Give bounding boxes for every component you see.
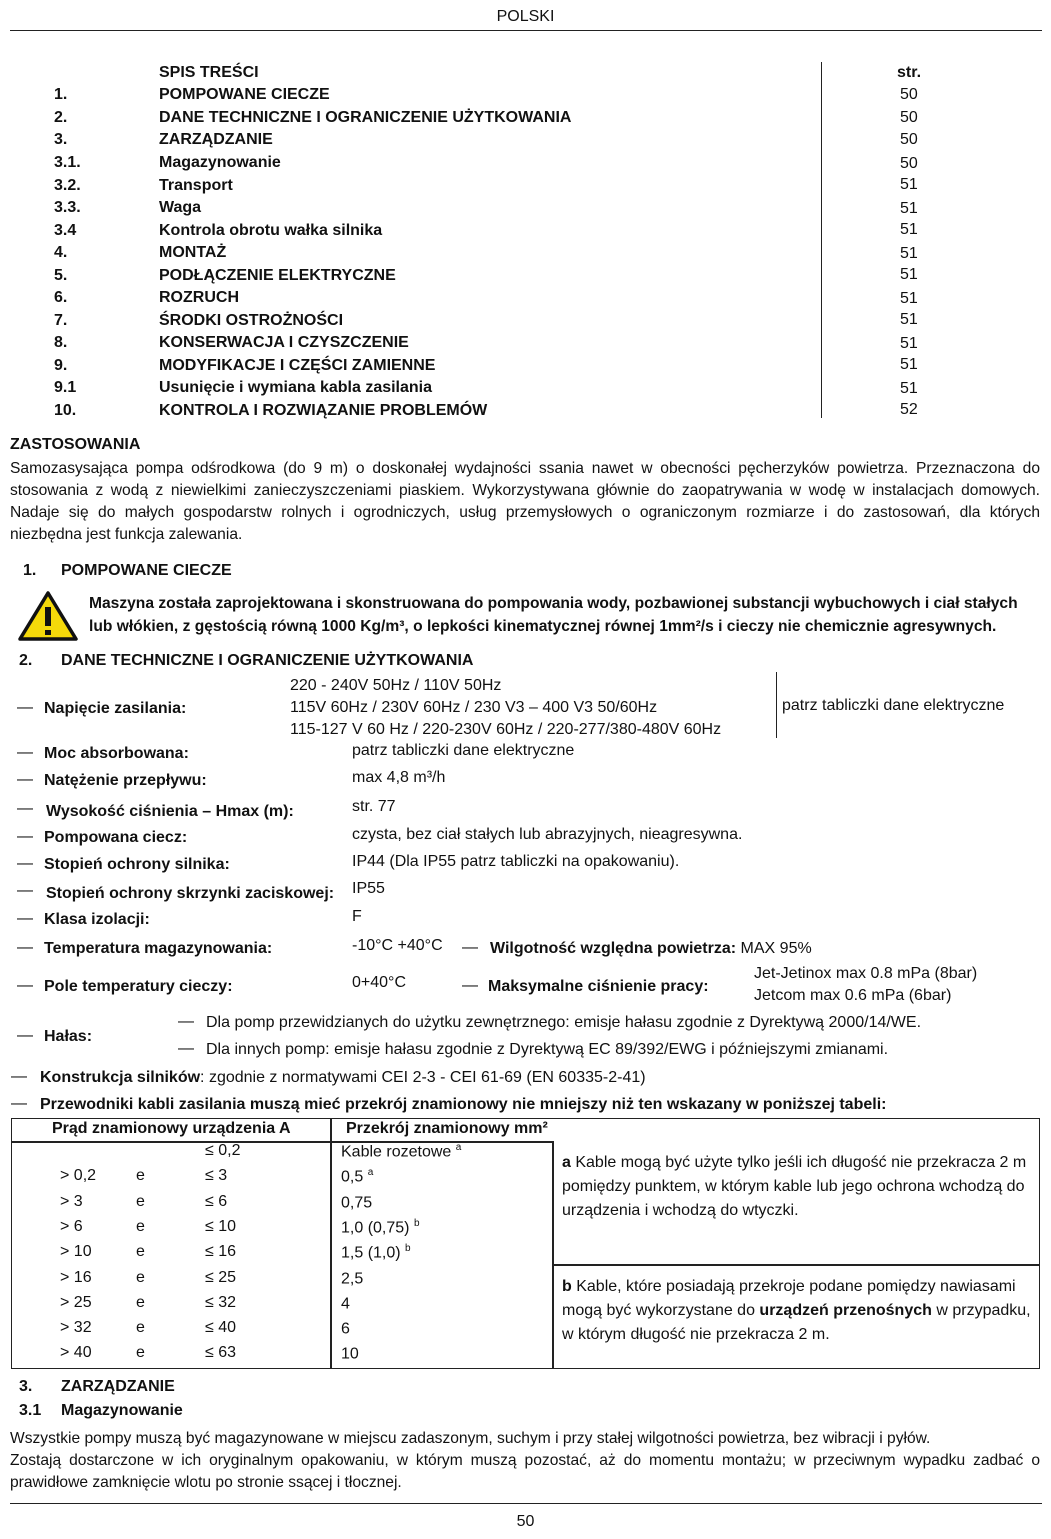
toc-item bbox=[0, 312, 1051, 334]
toc-item-number: 3.1. bbox=[54, 154, 81, 171]
bullet-dash: — bbox=[17, 744, 33, 761]
toc-item-title: MODYFIKACJE I CZĘŚCI ZAMIENNE bbox=[159, 357, 436, 374]
section3-number: 3. bbox=[19, 1378, 33, 1395]
section2-number: 2. bbox=[19, 652, 33, 669]
bullet-dash: — bbox=[462, 977, 478, 994]
toc-item-number: 2. bbox=[54, 109, 68, 126]
toc-item bbox=[0, 244, 1051, 266]
liquid-temp-value: 0+40°C bbox=[352, 974, 406, 991]
toc-item-title: ZARZĄDZANIE bbox=[159, 131, 273, 148]
text-line: Zostają dostarczone w ich oryginalnym opakowaniu, w którym muszą pozostać, aż do momentu montażu; w przeciwnym wypadku zadbać o bbox=[10, 1452, 1040, 1469]
cross-section bbox=[341, 1218, 420, 1237]
text-line: urządzenia i wchodzą do wtyczki. bbox=[562, 1202, 799, 1219]
cross-section bbox=[341, 1193, 372, 1212]
toc-item-title: MONTAŻ bbox=[159, 244, 227, 261]
warning-triangle-icon bbox=[17, 590, 79, 642]
toc-item-title: POMPOWANE CIECZE bbox=[159, 86, 330, 103]
toc-item-title: KONSERWACJA I CZYSZCZENIE bbox=[159, 334, 409, 351]
footnote-mark: a bbox=[367, 1167, 374, 1179]
toc-item-number: 9. bbox=[54, 357, 68, 374]
text-line: Kable, które posiadają przekroje podane pomiędzy nawiasami bbox=[571, 1278, 1016, 1295]
current-from: > 32 bbox=[60, 1319, 92, 1337]
bullet-dash: — bbox=[17, 977, 33, 994]
toc-item-number: 6. bbox=[54, 289, 68, 306]
toc-item-title: Usunięcie i wymiana kabla zasilania bbox=[159, 379, 433, 396]
current-from: > 6 bbox=[60, 1217, 83, 1235]
header-rule bbox=[10, 30, 1042, 31]
toc-item bbox=[0, 379, 1051, 401]
spec-value: max 4,8 m³/h bbox=[352, 769, 446, 786]
current-from: > 40 bbox=[60, 1344, 92, 1362]
spec-value: F bbox=[352, 908, 362, 925]
section3-title: ZARZĄDZANIE bbox=[61, 1378, 175, 1395]
text-line: 220 - 240V 50Hz / 110V 50Hz bbox=[290, 677, 502, 694]
text-line: Kable mogą być użyte tylko jeśli ich długość nie przekracza 2 m bbox=[570, 1154, 1027, 1171]
bullet-dash: — bbox=[17, 939, 33, 956]
toc-item-page: 50 bbox=[900, 86, 918, 103]
section1-warning-text bbox=[89, 592, 1018, 638]
text-line: 115V 60Hz / 230V 60Hz / 230 V3 – 400 V3 50/60Hz bbox=[290, 699, 658, 716]
bullet-dash: — bbox=[17, 1027, 33, 1044]
current-to: ≤ 32 bbox=[205, 1293, 237, 1311]
storage-temp-value: -10°C +40°C bbox=[352, 937, 443, 954]
toc-item-title: ROZRUCH bbox=[159, 289, 239, 306]
text-line: Samozasysająca pompa odśrodkowa (do 9 m) o doskonałej wydajności ssania nawet w obecności pęcherzyków powietrza. Przeznaczona do bbox=[10, 460, 1040, 477]
cross-section bbox=[341, 1319, 350, 1338]
toc-item-title: Transport bbox=[159, 177, 233, 194]
noise-line-1: Dla pomp przewidzianych do użytku zewnętrznego: emisje hałasu zgodnie z Dyrektywą 2000/14/WE. bbox=[206, 1014, 922, 1031]
toc-item bbox=[0, 402, 1051, 424]
cross-section bbox=[341, 1243, 411, 1262]
footnote-mark: b bbox=[413, 1217, 420, 1229]
cross-section-value: 10 bbox=[341, 1345, 359, 1363]
bullet-dash: — bbox=[17, 771, 33, 788]
toc-item bbox=[0, 177, 1051, 199]
text-line: mogą być wykorzystane do bbox=[562, 1302, 760, 1319]
toc-item-page: 51 bbox=[900, 176, 918, 193]
spec-value: IP55 bbox=[352, 880, 385, 897]
section3-1-title: Magazynowanie bbox=[61, 1402, 183, 1419]
text-line: Jetcom max 0.6 mPa (6bar) bbox=[754, 987, 952, 1004]
spec-label: Stopień ochrony skrzynki zaciskowej: bbox=[46, 885, 335, 902]
spec-value: str. 77 bbox=[352, 798, 396, 815]
current-to: ≤ 63 bbox=[205, 1344, 237, 1362]
bullet-dash: — bbox=[178, 1040, 194, 1057]
toc-item-title: ŚRODKI OSTROŻNOŚCI bbox=[159, 312, 344, 329]
text-line: 115-127 V 60 Hz / 220-230V 60Hz / 220-277/380-480V 60Hz bbox=[290, 721, 722, 738]
applications-text bbox=[10, 458, 1040, 546]
cables-requirement: Przewodniki kabli zasilania muszą mieć przekrój znamionowy nie mniejszy niż ten wskazany w poniższej tabeli: bbox=[40, 1096, 887, 1113]
toc-item-number: 10. bbox=[54, 402, 77, 419]
bullet-dash: — bbox=[17, 800, 33, 817]
text-line: w przypadku, bbox=[931, 1302, 1031, 1319]
note-mark-a: a bbox=[562, 1154, 571, 1171]
cross-section bbox=[341, 1344, 359, 1363]
cross-section-value: 1,5 (1,0) bbox=[341, 1244, 401, 1262]
table-column-rule bbox=[552, 1141, 554, 1368]
section1-number: 1. bbox=[23, 562, 37, 579]
toc-heading: SPIS TREŚCI bbox=[159, 64, 259, 81]
footnote-mark: b bbox=[405, 1243, 411, 1255]
page-number: 50 bbox=[516, 1513, 535, 1530]
cross-section-value: Kable rozetowe bbox=[341, 1143, 452, 1161]
toc-item-title: Magazynowanie bbox=[159, 154, 281, 171]
footer-rule bbox=[10, 1503, 1042, 1504]
toc-item bbox=[0, 131, 1051, 153]
current-from: > 0,2 bbox=[60, 1167, 97, 1185]
toc-item-number: 1. bbox=[54, 86, 68, 103]
toc-item-page: 51 bbox=[900, 200, 918, 217]
bullet-dash: — bbox=[17, 828, 33, 845]
section2-title: DANE TECHNICZNE I OGRANICZENIE UŻYTKOWANIA bbox=[61, 652, 474, 669]
note-mark-b: b bbox=[562, 1278, 572, 1295]
current-to: ≤ 3 bbox=[205, 1167, 228, 1185]
toc-item-number: 8. bbox=[54, 334, 68, 351]
current-from: > 16 bbox=[60, 1268, 92, 1286]
toc-item-number: 3.2. bbox=[54, 177, 81, 194]
table-header-section: Przekrój znamionowy mm² bbox=[346, 1120, 548, 1137]
applications-heading: ZASTOSOWANIA bbox=[10, 436, 141, 453]
current-from: > 25 bbox=[60, 1293, 92, 1311]
range-separator: e bbox=[136, 1217, 145, 1235]
storage-text bbox=[10, 1428, 1040, 1494]
spec-label: Natężenie przepływu: bbox=[44, 772, 207, 789]
table-note-a bbox=[562, 1151, 1026, 1223]
current-to: ≤ 25 bbox=[205, 1268, 237, 1286]
bullet-dash: — bbox=[17, 855, 33, 872]
spec-label: Stopień ochrony silnika: bbox=[44, 856, 230, 873]
toc-page-heading: str. bbox=[897, 64, 922, 81]
toc-item-page: 50 bbox=[900, 109, 918, 126]
toc-item-page: 51 bbox=[900, 311, 918, 328]
spec-value: IP44 (Dla IP55 patrz tabliczki na opakowaniu). bbox=[352, 853, 680, 870]
toc-item bbox=[0, 86, 1051, 108]
toc-item bbox=[0, 334, 1051, 356]
range-separator: e bbox=[136, 1344, 145, 1362]
bullet-dash: — bbox=[17, 910, 33, 927]
toc-item-title: PODŁĄCZENIE ELEKTRYCZNE bbox=[159, 267, 396, 284]
page-header-language: POLSKI bbox=[496, 8, 555, 25]
table-header-rule bbox=[12, 1141, 553, 1143]
text-line: prawidłowe zamknięcie wlotu po stronie ssącej i tłocznej. bbox=[10, 1474, 402, 1491]
toc-item bbox=[0, 222, 1051, 244]
spec-label: Wysokość ciśnienia – Hmax (m): bbox=[46, 803, 294, 820]
cross-section-value: 0,75 bbox=[341, 1193, 373, 1211]
toc-item-title: KONTROLA I ROZWIĄZANIE PROBLEMÓW bbox=[159, 402, 488, 419]
text-line: niezbędna jest funkcja zalewania. bbox=[10, 526, 243, 543]
current-to: ≤ 0,2 bbox=[205, 1142, 241, 1159]
humidity-row bbox=[490, 940, 812, 958]
voltage-divider bbox=[776, 672, 777, 738]
text-line: stosowania z wodą z niewielkimi zanieczyszczeniami piaskiem. Wykorzystywana głównie do zaopatrywania w wodę w instalacjach domowych. bbox=[10, 482, 1040, 499]
range-separator: e bbox=[136, 1167, 145, 1185]
bullet-dash: — bbox=[11, 1068, 27, 1085]
spec-value: czysta, bez ciał stałych lub abrazyjnych, nieagresywna. bbox=[352, 826, 743, 843]
max-pressure-label: Maksymalne ciśnienie pracy: bbox=[488, 978, 709, 995]
toc-item-page: 51 bbox=[900, 335, 918, 352]
toc-item-number: 4. bbox=[54, 244, 68, 261]
range-separator: e bbox=[136, 1268, 145, 1286]
table-column-rule bbox=[330, 1119, 332, 1368]
current-to: ≤ 40 bbox=[205, 1319, 237, 1337]
range-separator: e bbox=[136, 1319, 145, 1337]
motor-construction bbox=[40, 1069, 646, 1087]
toc-item bbox=[0, 199, 1051, 221]
text-line: Wszystkie pompy muszą być magazynowane w miejscu zadaszonym, suchym i przy stałej wilgotności powietrza, bez wibracji i pyłów. bbox=[10, 1430, 931, 1447]
current-to: ≤ 16 bbox=[205, 1243, 237, 1261]
current-from: > 3 bbox=[60, 1192, 83, 1210]
bullet-dash: — bbox=[17, 882, 33, 899]
toc-item-number: 9.1 bbox=[54, 379, 77, 396]
toc-item-page: 51 bbox=[900, 245, 918, 262]
noise-label: Hałas: bbox=[44, 1028, 93, 1045]
cross-section-value: 0,5 bbox=[341, 1168, 364, 1186]
toc-item-number: 3. bbox=[54, 131, 68, 148]
toc-item-page: 51 bbox=[900, 290, 918, 307]
toc-item-number: 3.3. bbox=[54, 199, 81, 216]
cross-section-value: 4 bbox=[341, 1295, 350, 1313]
text-line: Maszyna została zaprojektowana i skonstruowana do pompowania wody, pozbawionej substancji wybuchowych i ciał stałych bbox=[89, 595, 1018, 612]
toc-item bbox=[0, 109, 1051, 131]
toc-item-title: Waga bbox=[159, 199, 202, 216]
toc-item-number: 7. bbox=[54, 312, 68, 329]
cross-section bbox=[341, 1167, 373, 1186]
spec-label: Pompowana ciecz: bbox=[44, 829, 188, 846]
table-note-rule bbox=[552, 1264, 1040, 1266]
range-separator: e bbox=[136, 1243, 145, 1261]
bullet-dash: — bbox=[17, 699, 33, 716]
text-line-bold: urządzeń przenośnych bbox=[759, 1302, 932, 1319]
toc-item-page: 52 bbox=[900, 401, 918, 418]
range-separator: e bbox=[136, 1192, 145, 1210]
toc-item bbox=[0, 357, 1051, 379]
bullet-dash: — bbox=[11, 1095, 27, 1112]
cross-section bbox=[341, 1294, 350, 1313]
liquid-temp-label: Pole temperatury cieczy: bbox=[44, 978, 233, 995]
toc-divider bbox=[821, 62, 822, 418]
text-line: w którym długość nie przekracza 2 m. bbox=[562, 1326, 830, 1343]
toc-item-number: 3.4 bbox=[54, 222, 77, 239]
motor-value: : zgodnie z normatywami CEI 2-3 - CEI 61-69 (EN 60335-2-41) bbox=[200, 1069, 646, 1086]
current-to: ≤ 10 bbox=[205, 1217, 237, 1235]
cross-section-value: 2,5 bbox=[341, 1269, 364, 1287]
cross-section-value: 6 bbox=[341, 1320, 350, 1338]
toc-item-title: Kontrola obrotu wałka silnika bbox=[159, 222, 383, 239]
range-separator: e bbox=[136, 1293, 145, 1311]
toc-item-title: DANE TECHNICZNE I OGRANICZENIE UŻYTKOWANIA bbox=[159, 109, 572, 126]
cross-section-value: 1,0 (0,75) bbox=[341, 1219, 410, 1237]
toc-item-page: 51 bbox=[900, 221, 918, 238]
toc-item-page: 51 bbox=[900, 356, 918, 373]
table-note-b bbox=[562, 1275, 1031, 1347]
text-line: pomiędzy punktem, w którym kable lub jego ochrona wchodzą do bbox=[562, 1178, 1025, 1195]
noise-line-2: Dla innych pomp: emisje hałasu zgodnie z Dyrektywą EC 89/392/EWG i późniejszymi zmianami. bbox=[206, 1041, 889, 1058]
bullet-dash: — bbox=[178, 1013, 194, 1030]
section1-title: POMPOWANE CIECZE bbox=[61, 562, 232, 579]
bullet-dash: — bbox=[462, 939, 478, 956]
cable-section-table bbox=[11, 1118, 1040, 1369]
text-line: Nadaje się do małych gospodarstw rolnych i ogrodniczych, usług przemysłowych o ograniczonym rozmiarze i do zastosowań, dla których bbox=[10, 504, 1040, 521]
spec-value: patrz tabliczki dane elektryczne bbox=[352, 742, 575, 759]
toc-item bbox=[0, 267, 1051, 289]
text-line: lub włókien, z gęstością równą 1000 Kg/m³, o lepkości kinematycznej równej 1mm²/s i cieczy nie chemicznie agresywnych. bbox=[89, 618, 997, 635]
section3-1-number: 3.1 bbox=[19, 1402, 42, 1419]
toc-item-page: 51 bbox=[900, 266, 918, 283]
cross-section bbox=[341, 1142, 461, 1161]
current-from: > 10 bbox=[60, 1243, 92, 1261]
current-to: ≤ 6 bbox=[205, 1192, 228, 1210]
voltage-label: Napięcie zasilania: bbox=[44, 700, 187, 717]
footnote-mark: a bbox=[455, 1142, 462, 1153]
toc-item-page: 50 bbox=[900, 131, 918, 148]
toc-item bbox=[0, 154, 1051, 176]
voltage-note: patrz tabliczki dane elektryczne bbox=[782, 697, 1005, 714]
max-pressure-values bbox=[754, 963, 977, 1007]
voltage-values bbox=[290, 675, 721, 741]
toc-item-page: 50 bbox=[900, 155, 918, 172]
text-line: Jet-Jetinox max 0.8 mPa (8bar) bbox=[754, 965, 978, 982]
cross-section bbox=[341, 1269, 363, 1288]
toc-item-number: 5. bbox=[54, 267, 68, 284]
motor-label: Konstrukcja silników bbox=[40, 1069, 201, 1086]
spec-label: Moc absorbowana: bbox=[44, 745, 189, 762]
table-header-current: Prąd znamionowy urządzenia A bbox=[52, 1120, 291, 1137]
toc-item-page: 51 bbox=[900, 380, 918, 397]
humidity-value: MAX 95% bbox=[740, 940, 812, 957]
humidity-label: Wilgotność względna powietrza: bbox=[490, 940, 737, 957]
spec-label: Klasa izolacji: bbox=[44, 911, 150, 928]
storage-temp-label: Temperatura magazynowania: bbox=[44, 940, 273, 957]
toc-item bbox=[0, 289, 1051, 311]
